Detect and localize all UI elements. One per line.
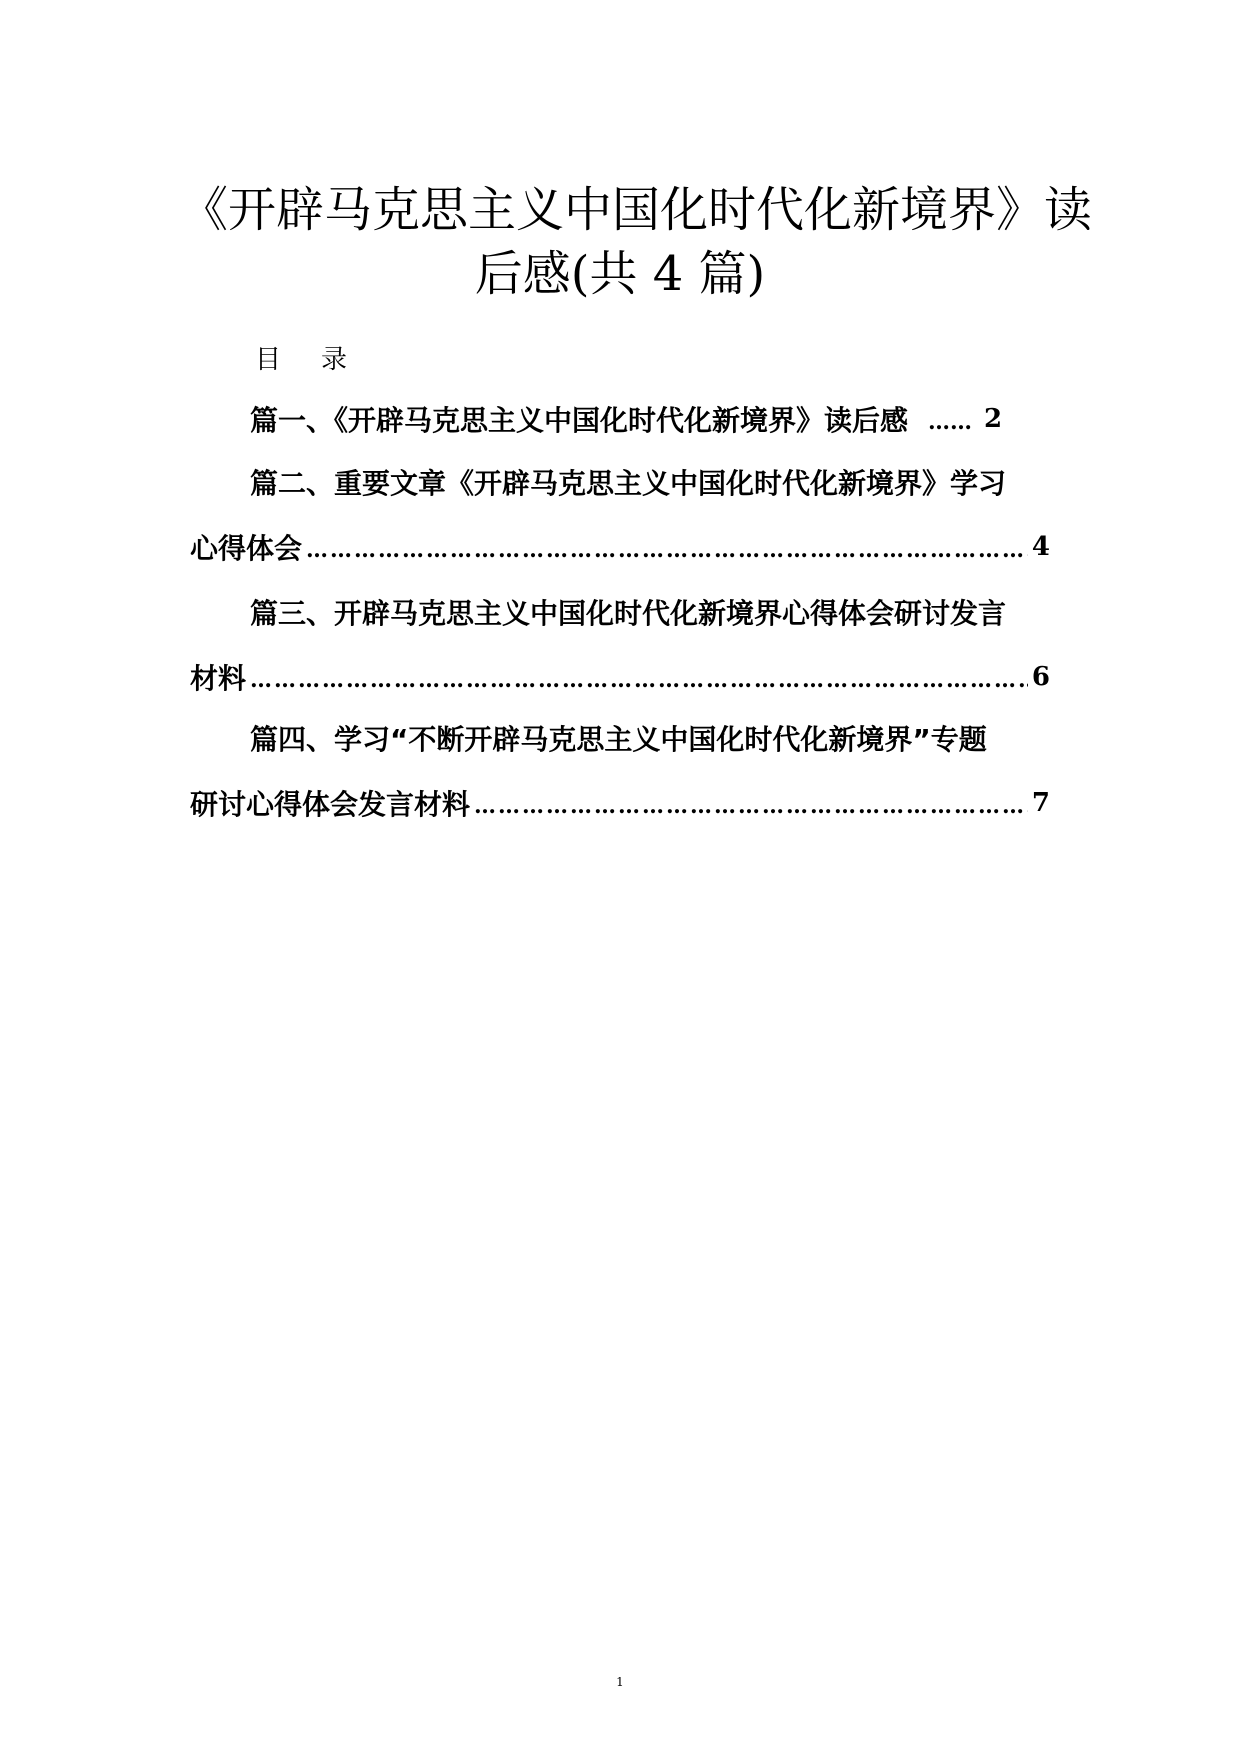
document-title	[180, 178, 1093, 306]
toc-entry-3-title-cont: 材料	[190, 662, 247, 695]
toc-entry-2-leader	[306, 537, 1028, 563]
toc-entry-3-title: 篇三、开辟马克思主义中国化时代化新境界心得体会研讨发言	[250, 597, 1007, 630]
toc-entry-4-title-cont: 研讨心得体会发言材料	[190, 788, 471, 821]
toc-entry-2-title: 篇二、重要文章《开辟马克思主义中国化时代化新境界》学习	[250, 467, 1007, 500]
page-number: 1	[616, 1675, 624, 1689]
toc-entry-4-leader	[474, 793, 1028, 819]
toc-entry-2-first-line[interactable]	[190, 460, 1050, 504]
toc-entry-1-title: 篇一、《开辟马克思主义中国化时代化新境界》读后感	[250, 404, 909, 437]
toc-entry-4-second-line[interactable]	[190, 781, 1050, 825]
title-line-2: 后感(共 4 篇)	[474, 246, 766, 302]
toc-entry-1-leader: ……	[928, 409, 973, 435]
toc-entry-3-leader	[250, 667, 1028, 693]
toc-entry-2-second-line[interactable]	[190, 525, 1050, 569]
toc-entry-4-first-line[interactable]	[190, 716, 1050, 760]
toc-entry-4-page: 7	[1031, 788, 1050, 818]
toc-entry-4-title: 篇四、学习“不断开辟马克思主义中国化时代化新境界”专题	[250, 723, 987, 756]
toc-entry-1[interactable]	[190, 397, 1050, 441]
toc-entry-2-page: 4	[1031, 532, 1050, 562]
toc-entry-3-first-line[interactable]	[190, 590, 1050, 634]
toc-heading: 目录	[255, 345, 388, 375]
toc-entry-3-page: 6	[1031, 662, 1050, 692]
toc-entry-2-title-cont: 心得体会	[190, 532, 303, 565]
title-line-1: 《开辟马克思主义中国化时代化新境界》读	[180, 182, 1093, 238]
toc-entry-1-page: 2	[984, 404, 1003, 434]
toc-entry-3-second-line[interactable]	[190, 655, 1050, 699]
